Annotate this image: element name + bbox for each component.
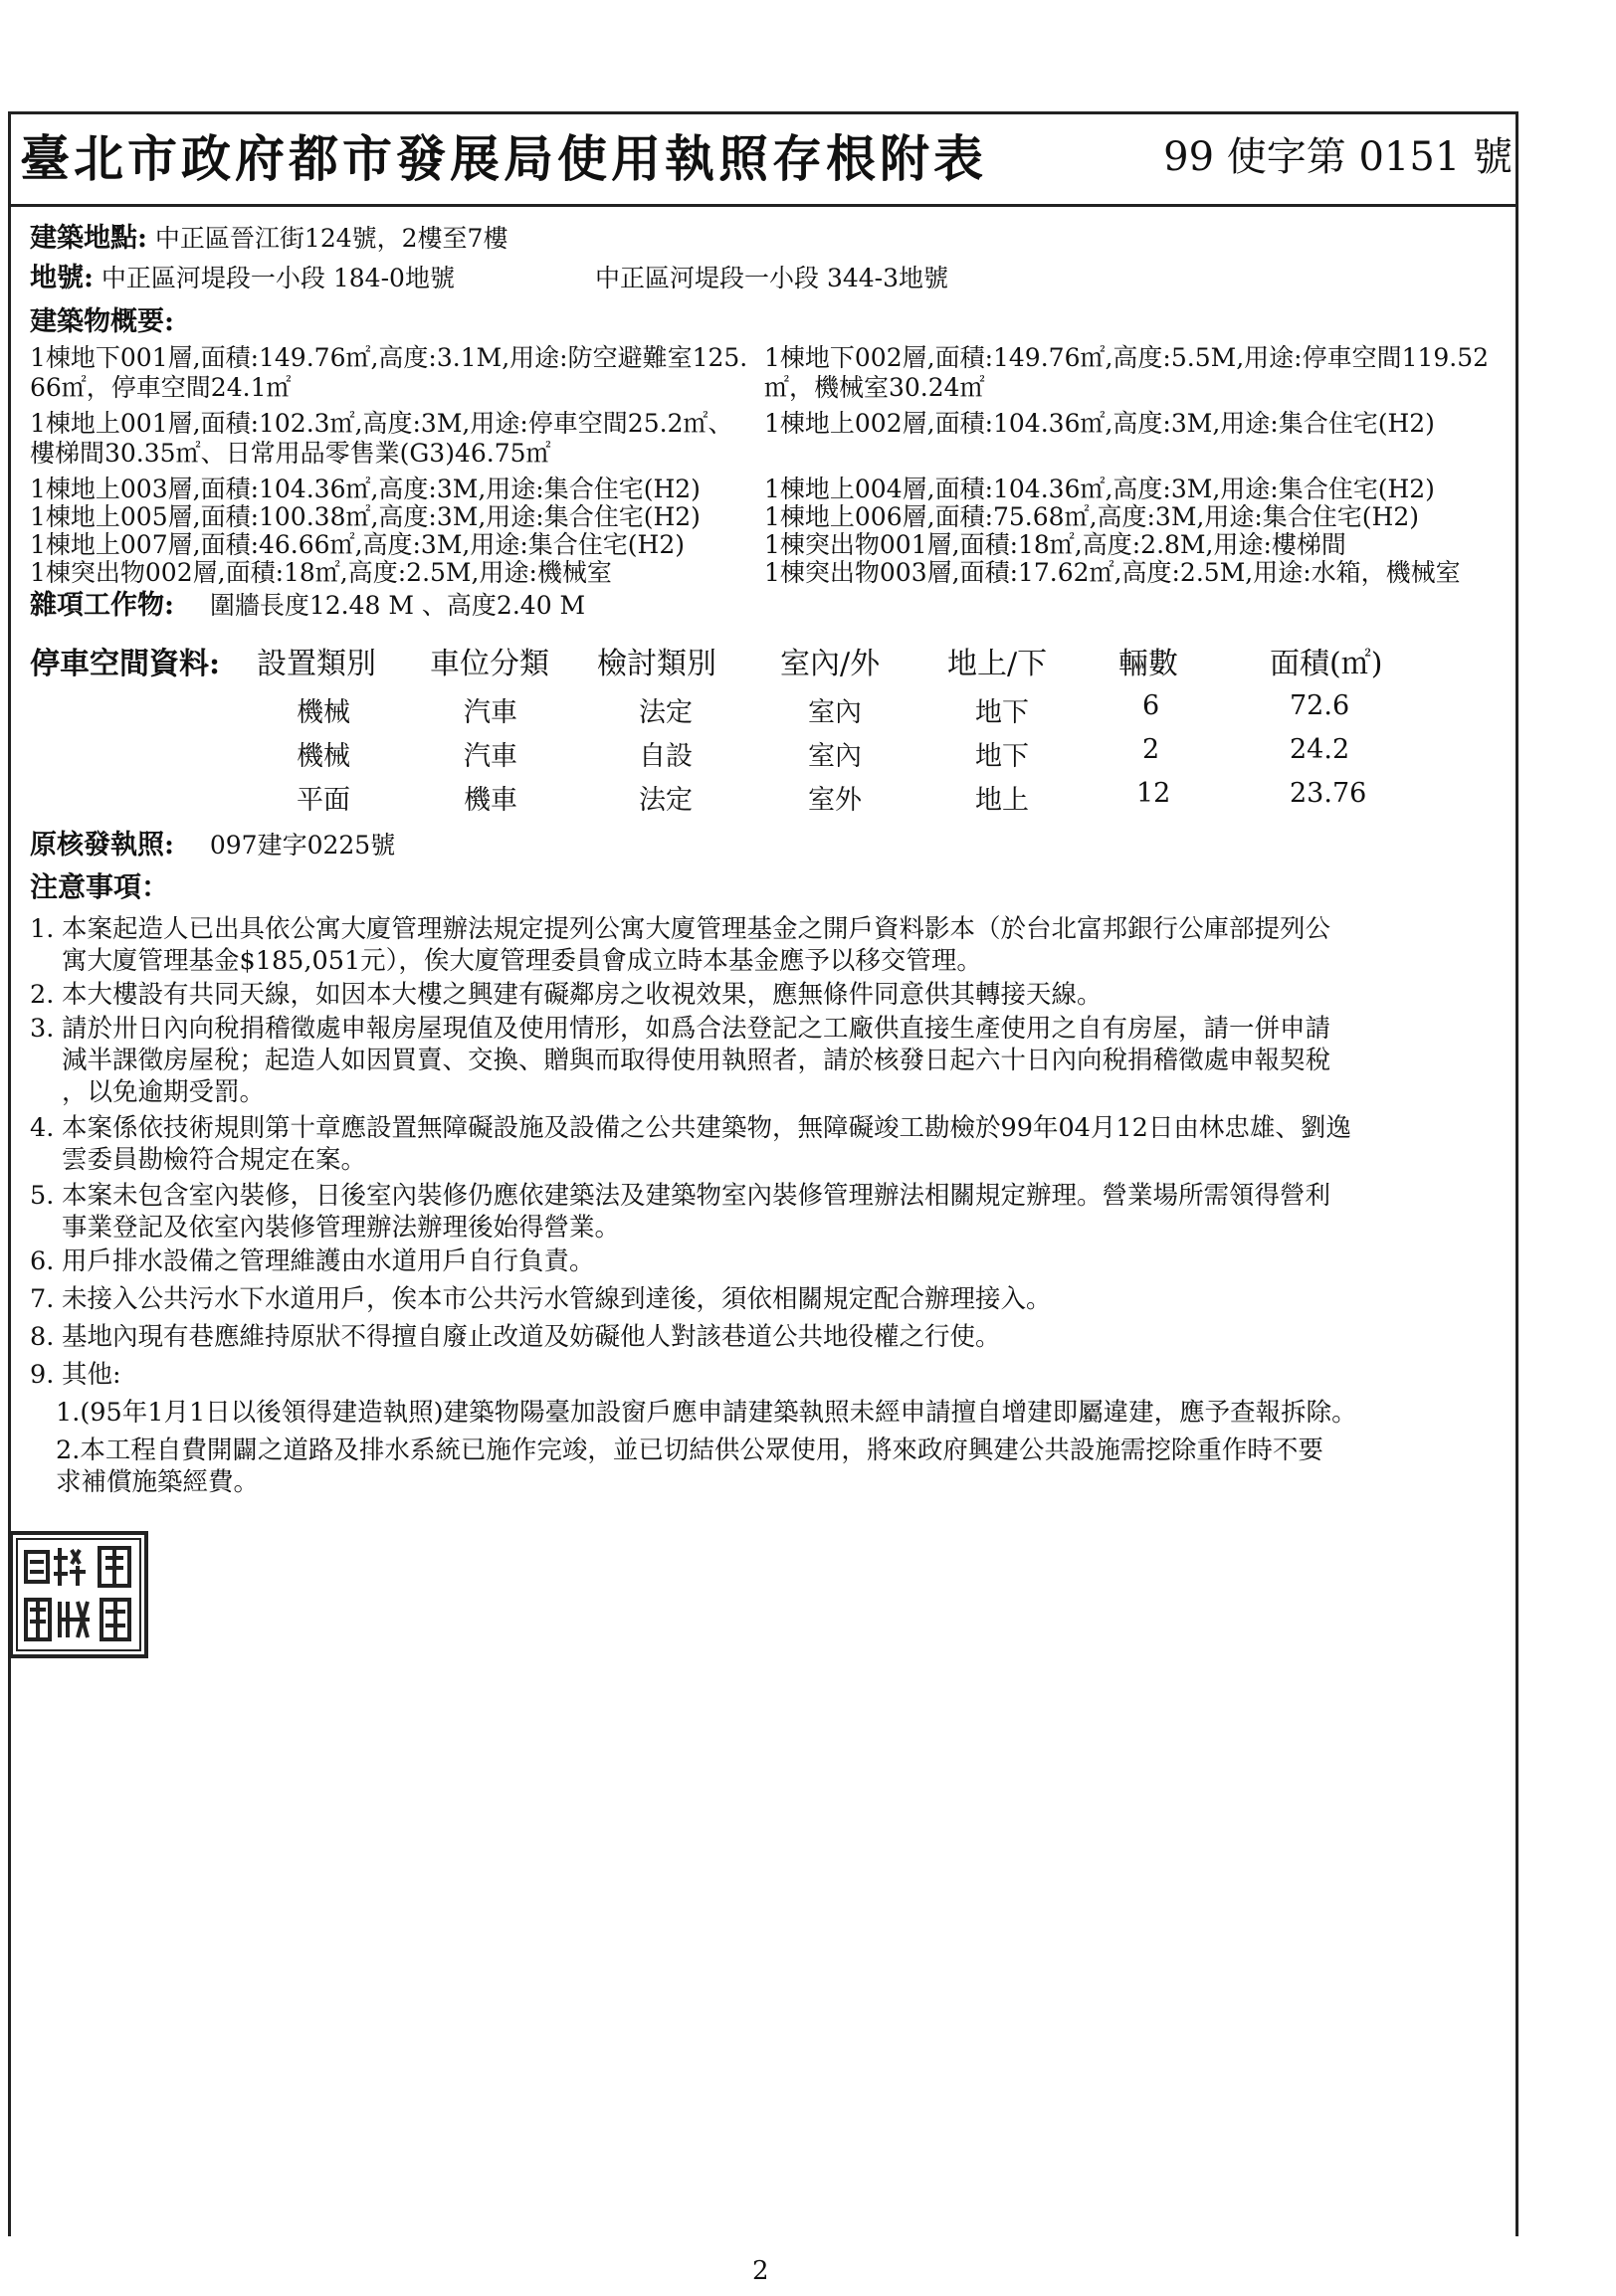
parking-header-cell: 車位分類 — [430, 647, 549, 681]
parking-header-cell: 檢討類別 — [597, 647, 716, 681]
table-cell: 地下 — [975, 697, 1029, 728]
note-item — [30, 1283, 1503, 1315]
note-text: 本案起造人已出具依公寓大廈管理辦法規定提列公寓大廈管理基金之開戶資料影本（於台北富邦銀行公庫部提列公 — [62, 914, 1331, 944]
table-cell: 2 — [1142, 734, 1160, 765]
table-cell: 24.2 — [1290, 734, 1350, 765]
parking-header-cell: 地上/下 — [947, 647, 1048, 681]
table-cell: 6 — [1142, 690, 1160, 721]
note-number: 1. — [30, 914, 55, 944]
note-item — [30, 1112, 1503, 1176]
official-seal-stamp — [8, 1530, 149, 1659]
table-cell: 72.6 — [1290, 690, 1350, 721]
other-note — [56, 1435, 1509, 1498]
building-line: ㎡，機械室30.24㎡ — [764, 373, 985, 402]
building-summary-label: 建築物概要: — [30, 306, 174, 337]
table-cell: 平面 — [297, 785, 350, 816]
address-label: 建築地點: — [30, 223, 147, 254]
table-cell: 地下 — [975, 741, 1029, 772]
note-text: 基地內現有巷應維持原狀不得擅自廢止改道及妨礙他人對該巷道公共地役權之行使。 — [62, 1322, 1001, 1352]
note-number: 2. — [30, 980, 55, 1010]
table-cell: 室內 — [808, 697, 862, 728]
note-text: 減半課徵房屋稅；起造人如因買賣、交換、贈與而取得使用執照者，請於核發日起六十日內向稅捐稽徵處申報契稅 — [62, 1046, 1331, 1075]
table-cell: 法定 — [639, 697, 693, 728]
note-text: 寓大廈管理基金$185,051元），俟大廈管理委員會成立時本基金應予以移交管理。 — [62, 946, 982, 976]
building-line: 1棟突出物003層,面積:17.62㎡,高度:2.5M,用途:水箱，機械室 — [764, 558, 1461, 587]
address-value: 中正區晉江街124號，2樓至7樓 — [154, 224, 508, 253]
parking-header-cell: 面積(㎡) — [1270, 647, 1383, 681]
lot-row — [30, 265, 455, 292]
table-cell: 汽車 — [464, 741, 517, 772]
building-line: 1棟突出物001層,面積:18㎡,高度:2.8M,用途:樓梯間 — [764, 530, 1346, 559]
building-line: 樓梯間30.35㎡、日常用品零售業(G3)46.75㎡ — [30, 439, 551, 468]
table-cell: 機械 — [297, 741, 350, 772]
parking-header-cell: 設置類別 — [257, 647, 376, 681]
parking-header-cell: 室內/外 — [780, 647, 881, 681]
original-permit-row — [30, 832, 395, 860]
note-text: 未接入公共污水下水道用戶，俟本市公共污水管線到達後，須依相關規定配合辦理接入。 — [62, 1284, 1052, 1314]
note-number: 3. — [30, 1014, 55, 1044]
table-cell: 23.76 — [1290, 778, 1367, 809]
misc-works-row — [30, 592, 585, 620]
table-cell: 機械 — [297, 697, 350, 728]
parking-label: 停車空間資料: — [30, 647, 221, 681]
note-text: ，以免逾期受罰。 — [62, 1077, 266, 1107]
note-number: 7. — [30, 1284, 55, 1314]
lot-label: 地號: — [30, 263, 94, 293]
table-cell: 法定 — [639, 785, 693, 816]
building-line: 1棟地上005層,面積:100.38㎡,高度:3M,用途:集合住宅(H2) — [30, 502, 701, 531]
page-number: 2 — [752, 2256, 769, 2286]
note-text: 請於卅日內向稅捐稽徵處申報房屋現值及使用情形，如爲合法登記之工廠供直接生產使用之自有房屋，請一併申請 — [62, 1014, 1331, 1044]
note-number: 4. — [30, 1113, 55, 1143]
note-number: 6. — [30, 1246, 55, 1276]
table-cell: 12 — [1136, 778, 1171, 809]
building-line: 1棟地上004層,面積:104.36㎡,高度:3M,用途:集合住宅(H2) — [764, 475, 1435, 503]
title-divider — [8, 204, 1518, 207]
note-number: 9. — [30, 1360, 55, 1390]
note-item — [30, 1245, 1503, 1277]
building-line: 1棟地上001層,面積:102.3㎡,高度:3M,用途:停車空間25.2㎡、 — [30, 409, 733, 438]
document-number: 99 使字第 0151 號 — [1163, 134, 1513, 180]
building-line: 1棟地上002層,面積:104.36㎡,高度:3M,用途:集合住宅(H2) — [764, 409, 1435, 438]
note-number: 8. — [30, 1322, 55, 1352]
original-permit-label: 原核發執照: — [30, 830, 174, 861]
lot-value-1: 中正區河堤段一小段 184-0地號 — [101, 264, 455, 292]
building-line: 1棟地上003層,面積:104.36㎡,高度:3M,用途:集合住宅(H2) — [30, 475, 701, 503]
note-text: 雲委員勘檢符合規定在案。 — [62, 1145, 367, 1175]
header — [20, 119, 1513, 199]
note-item — [30, 913, 1503, 977]
table-cell: 室外 — [808, 785, 862, 816]
table-cell: 地上 — [975, 785, 1029, 816]
building-line: 66㎡，停車空間24.1㎡ — [30, 373, 292, 402]
lot-value-2: 中正區河堤段一小段 344-3地號 — [595, 264, 949, 292]
table-cell: 室內 — [808, 741, 862, 772]
note-item — [30, 979, 1503, 1011]
other-note-text: 求補償施築經費。 — [56, 1467, 260, 1497]
note-number: 5. — [30, 1181, 55, 1211]
other-note-text: 1.(95年1月1日以後領得建造執照)建築物陽臺加設窗戶應申請建築執照未經申請擅自增建即屬違建，應予查報拆除。 — [56, 1398, 1357, 1428]
table-cell: 自設 — [639, 741, 693, 772]
note-item — [30, 1180, 1503, 1244]
note-text: 其他: — [62, 1360, 121, 1390]
building-line: 1棟突出物002層,面積:18㎡,高度:2.5M,用途:機械室 — [30, 558, 612, 587]
parking-header-cell: 輛數 — [1118, 647, 1178, 681]
building-line: 1棟地下001層,面積:149.76㎡,高度:3.1M,用途:防空避難室125. — [30, 343, 748, 372]
other-note — [56, 1397, 1509, 1429]
table-cell: 汽車 — [464, 697, 517, 728]
note-item — [30, 1359, 1503, 1391]
document-title: 臺北市政府都市發展局使用執照存根附表 — [20, 129, 987, 188]
note-text: 本案未包含室內裝修，日後室內裝修仍應依建築法及建築物室內裝修管理辦法相關規定辦理。營業場所需領得營利 — [62, 1181, 1331, 1211]
notes-label: 注意事項： — [30, 870, 170, 903]
note-text: 本案係依技術規則第十章應設置無障礙設施及設備之公共建築物，無障礙竣工勘檢於99年04月12日由林忠雄、劉逸 — [62, 1113, 1351, 1143]
building-line: 1棟地上007層,面積:46.66㎡,高度:3M,用途:集合住宅(H2) — [30, 530, 686, 559]
note-text: 用戶排水設備之管理維護由水道用戶自行負責。 — [62, 1246, 595, 1276]
note-text: 本大樓設有共同天線，如因本大樓之興建有礙鄰房之收視效果，應無條件同意供其轉接天線。 — [62, 980, 1103, 1010]
note-text: 事業登記及依室內裝修管理辦法辦理後始得營業。 — [62, 1213, 621, 1243]
note-item — [30, 1013, 1503, 1108]
building-line: 1棟地下002層,面積:149.76㎡,高度:5.5M,用途:停車空間119.52 — [764, 343, 1490, 372]
misc-works-label: 雜項工作物: — [30, 590, 174, 621]
original-permit-value: 097建字0225號 — [209, 831, 396, 860]
address-row — [30, 225, 507, 253]
note-item — [30, 1321, 1503, 1353]
building-line: 1棟地上006層,面積:75.68㎡,高度:3M,用途:集合住宅(H2) — [764, 502, 1420, 531]
other-note-text: 2.本工程自費開闢之道路及排水系統已施作完竣，並已切結供公眾使用，將來政府興建公共設施需挖除重作時不要 — [56, 1435, 1323, 1465]
table-cell: 機車 — [464, 785, 517, 816]
misc-works-value: 圍牆長度12.48 M 、高度2.40 M — [209, 591, 586, 620]
